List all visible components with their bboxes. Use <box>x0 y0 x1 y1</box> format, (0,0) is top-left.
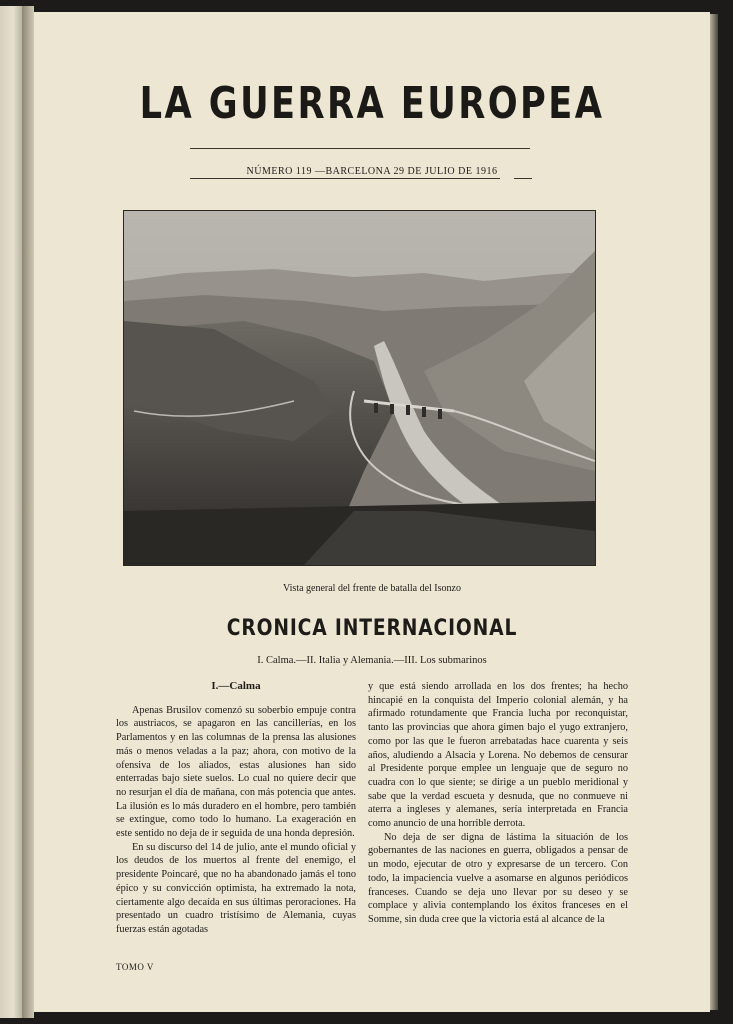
magazine-page <box>34 12 710 1012</box>
masthead-rule-bottom <box>190 178 500 179</box>
volume-footer: TOMO V <box>116 962 154 972</box>
photo-caption: Vista general del frente de batalla del Isonzo <box>283 583 461 594</box>
paragraph: En su discurso del 14 de julio, ante el mundo oficial y los deudos de los muertos al frente del enemigo, el presidente Poincaré, que no ha abandonado jamás el tono épico y su convicción optimista, ha extremado la nota, ciertamente algo decaída en sus últimas peroraciones. Ha presentado un cuadro tristísimo de Alemania, cuyas fuerzas están agotadas <box>116 841 356 935</box>
masthead-rule-bottom-dash <box>514 178 532 179</box>
article-column-right <box>368 680 628 927</box>
paragraph: Apenas Brusilov comenzó su soberbio empuje contra los austriacos, se apagaron en las cancillerías, en los Parlamentos y en las columnas de la prensa las alusiones más o menos veladas a la paz; ahora, con motivo de la ofensiva de los aliados, estas alusiones han sido enterradas bajo siete suelos. Lo cual no quiere decir que no resurjan el día de mañana, con más potencia que antes. La ilusión es lo más duradero en el hombre, pero también se extingue, como todo lo humano. La exageración en este sentido no deja de ir seguida de una honda depresión. <box>116 704 356 840</box>
section-subtitles: I. Calma.—II. Italia y Alemania.—III. Los submarinos <box>257 655 487 666</box>
paragraph: No deja de ser digna de lástima la situación de los gobernantes de las naciones en guerra, obligados a pensar de un modo, ejecutar de otro y expresarse de un tercero. Con todo, la impaciencia vuelve a asomarse en algunos periódicos franceses. Cuando se deja uno llevar por su deseo y se complace y alivia contemplando los éxitos franceses en el Somme, sin duda cree que la victoria está al alcance de la <box>368 831 628 925</box>
left-page-edge <box>0 6 22 1018</box>
masthead-rule-top <box>190 148 530 149</box>
issue-line: NÚMERO 119 —BARCELONA 29 DE JULIO DE 1916 <box>246 166 498 177</box>
masthead-title: LA GUERRA EUROPEA <box>139 78 605 129</box>
page-right-edge <box>710 14 718 1010</box>
isonzo-photograph <box>123 210 596 566</box>
section-title: CRONICA INTERNACIONAL <box>226 616 518 641</box>
column-heading: I.—Calma <box>211 680 261 692</box>
paragraph: y que está siendo arrollada en los dos frentes; ha hecho hincapié en la conquista del Imperio colonial alemán, y ha afirmado rotundamente que Francia lucha por reconquistar, tanto las provincias que ahora gimen bajo el yugo extranjero, como por las que le fueron arrebatadas hace cuarenta y seis años, aludiendo a Alsacia y Lorena. No debemos de censurar al Presidente porque emplee un lenguaje que de seguro no cuadra con lo que siente; se dirige a un pueblo meridional y sabe que la verdad escueta y desnuda, que no conmueve ni aterra a ingleses y alemanes, sería interpretada en Francia como anuncio de una horrible derrota. <box>368 681 628 830</box>
book-gutter <box>22 6 34 1018</box>
article-column-left <box>116 680 356 937</box>
